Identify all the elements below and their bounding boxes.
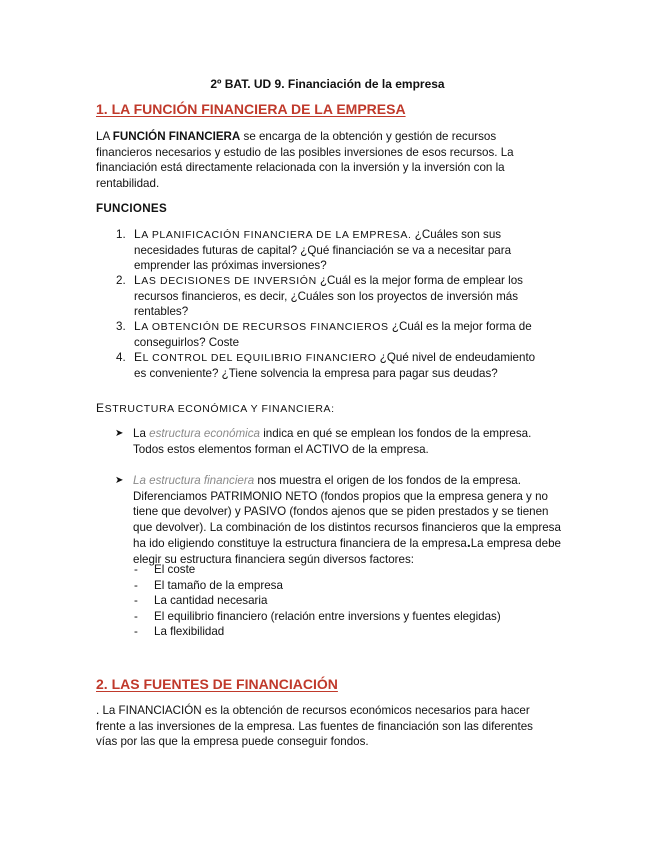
fuentes-paragraph: . La FINANCIACIÓN es la obtención de recursos económicos necesarios para hacer frente a las inversiones de la empresa. Las fuentes de financiación son las diferentes vías por las que la empresa puede conseguir fondos. <box>96 704 533 749</box>
term-estructura-financiera: La estructura financiera <box>133 474 255 487</box>
list-item: - La flexibilidad <box>134 625 225 639</box>
intro-bold: FUNCIÓN FINANCIERA <box>112 130 241 143</box>
list-item: - El coste <box>134 563 196 576</box>
bullet-estructura-economica: ➤ La estructura económica indica en qué se emplean los fondos de la empresa. Todos estos elementos forman el ACTIVO de la empresa. <box>115 427 532 456</box>
list-number: 3. <box>116 320 126 333</box>
list-item <box>116 319 546 350</box>
list-item: - El equilibrio financiero (relación entre inversions y fuentes elegidas) <box>134 609 501 623</box>
list-item-text: ¿Cuáles son sus necesidades futuras de capital? ¿Qué financiación se va a necesitar para emprender las próximas inversiones? <box>134 228 512 272</box>
list-item-text: ¿Cuál es la mejor forma de emplear los recursos financieros, es decir, ¿Cuáles son los proyectos de inversión más rentables? <box>134 274 523 318</box>
list-item <box>116 350 546 381</box>
term-estructura-economica: estructura económica <box>149 427 260 440</box>
section-heading-funcion-financiera: 1. LA FUNCIÓN FINANCIERA DE LA EMPRESA <box>96 101 406 117</box>
list-item-title: LA OBTENCIÓN DE RECURSOS FINANCIEROS <box>134 319 389 333</box>
estructura-label: ESTRUCTURA ECONÓMICA Y FINANCIERA: <box>96 401 335 415</box>
list-item: - La cantidad necesaria <box>134 594 268 608</box>
list-item-title: LAS DECISIONES DE INVERSIÓN <box>134 273 317 287</box>
section-heading-fuentes: 2. LAS FUENTES DE FINANCIACIÓN <box>96 676 338 692</box>
intro-pre: LA <box>96 130 113 143</box>
list-item: - El tamaño de la empresa <box>134 578 283 592</box>
list-item <box>116 227 546 273</box>
intro-post: se encarga de la obtención y gestión de recursos financieros necesarios y estudio de las posibles inversiones de esos recursos. La financiación está directamente relacionada con la inversión y la inversión con la rentabilidad. <box>96 130 514 190</box>
list-item-title: LA PLANIFICACIÓN FINANCIERA DE LA EMPRESA. <box>134 227 412 241</box>
intro-paragraph <box>96 129 526 191</box>
arrow-bullet-icon: ➤ <box>115 475 124 486</box>
list-number: 1. <box>116 228 126 241</box>
funciones-label: FUNCIONES <box>96 202 167 215</box>
list-number: 4. <box>116 351 126 364</box>
list-item-text: ¿Cuál es la mejor forma de conseguirlos? Coste <box>134 320 532 349</box>
list-item-text: ¿Qué nivel de endeudamiento es conveniente? ¿Tiene solvencia la empresa para pagar sus deudas? <box>134 351 536 380</box>
funciones-list <box>116 227 546 381</box>
list-item-title: EL CONTROL DEL EQUILIBRIO FINANCIERO <box>134 350 377 364</box>
list-item <box>116 273 546 319</box>
list-number: 2. <box>116 274 126 287</box>
factors-list <box>134 562 501 640</box>
page-title: 2º BAT. UD 9. Financiación de la empresa <box>210 77 445 91</box>
bullet-estructura-financiera: ➤ La estructura financiera nos muestra el origen de los fondos de la empresa. Diferenciamos PATRIMONIO NETO (fondos propios que la empresa genera y no tiene que devolver) y PASIVO (fondos ajenos que se piden prestados y se tienen que devolver). La combinación de los distintos recursos financieros que la empresa ha ido eligiendo constituye la estructura financiera de la empresa.La empresa debe elegir su estructura financiera según diversos factores: <box>115 474 561 566</box>
arrow-bullet-icon: ➤ <box>115 428 124 439</box>
